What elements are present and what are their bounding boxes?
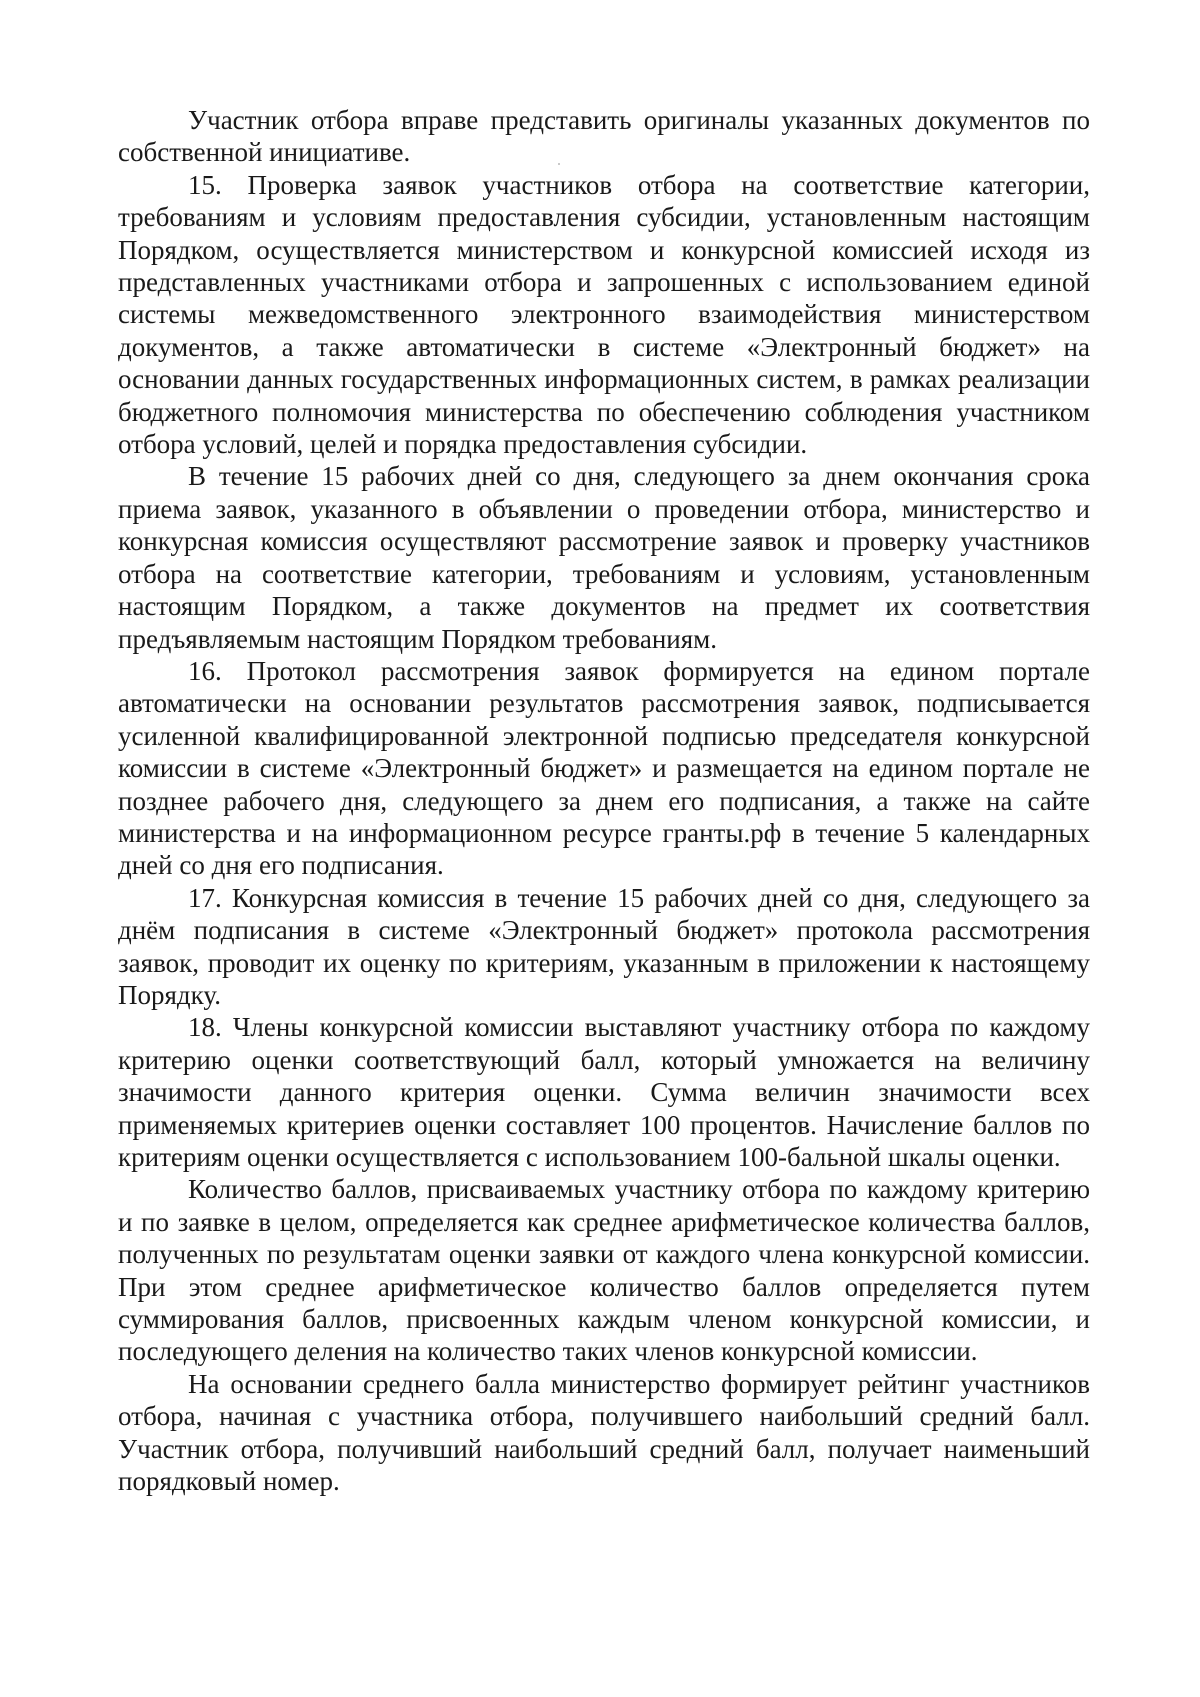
paragraph-item-15: 15. Проверка заявок участников отбора на соответствие категории, требованиям и условиям предоставления субсидии, установленным настоящим Порядком, осуществляется министерством и конкурсной комиссией исходя из представленных участниками отбора и запрошенных с использованием единой системы межведомственного электронного взаимодействия министерством документов, а также автоматически в системе «Электронный бюджет» на основании данных государственных информационных систем, в рамках реализации бюджетного полномочия министерства по обеспечению соблюдения участником отбора условий, целей и порядка предоставления субсидии. <box>118 169 1090 460</box>
paragraph-rating: На основании среднего балла министерство формирует рейтинг участников отбора, начиная с участника отбора, получившего наибольший средний балл. Участник отбора, получивший наибольший средний балл, получает наименьший порядковый номер. <box>118 1368 1090 1497</box>
scan-speck <box>558 163 560 165</box>
paragraph-original-documents: Участник отбора вправе представить оригиналы указанных документов по собственной инициативе. <box>118 105 1090 168</box>
paragraph-review-period: В течение 15 рабочих дней со дня, следующего за днем окончания срока приема заявок, указанного в объявлении о проведении отбора, министерство и конкурсная комиссия осуществляют рассмотрение заявок и проверку участников отбора на соответствие категории, требованиям и условиям, установленным настоящим Порядком, а также документов на предмет их соответствия предъявляемым настоящим Порядком требованиям. <box>118 461 1090 654</box>
paragraph-item-16: 16. Протокол рассмотрения заявок формируется на едином портале автоматически на основании результатов рассмотрения заявок, подписывается усиленной квалифицированной электронной подписью председателя конкурсной комиссии в системе «Электронный бюджет» и размещается на едином портале не позднее рабочего дня, следующего за днем его подписания, а также на сайте министерства и на информационном ресурсе гранты.рф в течение 5 календарных дней со дня его подписания. <box>118 655 1090 881</box>
paragraph-score-averaging: Количество баллов, присваиваемых участнику отбора по каждому критерию и по заявке в целом, определяется как среднее арифметическое количества баллов, полученных по результатам оценки заявки от каждого члена конкурсной комиссии. При этом среднее арифметическое количество баллов определяется путем суммирования баллов, присвоенных каждым членом конкурсной комиссии, и последующего деления на количество таких членов конкурсной комиссии. <box>118 1174 1090 1367</box>
paragraph-item-18: 18. Члены конкурсной комиссии выставляют участнику отбора по каждому критерию оценки соответствующий балл, который умножается на величину значимости данного критерия оценки. Сумма величин значимости всех применяемых критериев оценки составляет 100 процентов. Начисление баллов по критериям оценки осуществляется с использованием 100-бальной шкалы оценки. <box>118 1012 1090 1172</box>
paragraph-item-17: 17. Конкурсная комиссия в течение 15 рабочих дней со дня, следующего за днём подписания в системе «Электронный бюджет» протокола рассмотрения заявок, проводит их оценку по критериям, указанным в приложении к настоящему Порядку. <box>118 882 1090 1010</box>
document-page <box>118 104 1090 1497</box>
